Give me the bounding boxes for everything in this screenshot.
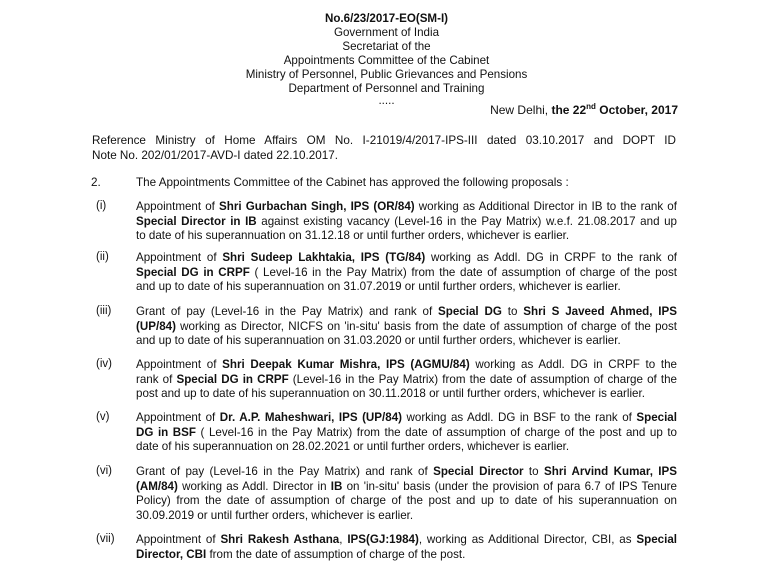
item-text: Appointment of Shri Deepak Kumar Mishra, IPS (AGMU/84) working as Addl. DG in CRPF to the rank of Special DG in CRPF (Level-16 in the Pay Matrix) from the date of assumption of charge of the post and up to date of his superannuation on 30.11.2018 or until further orders, whichever is earlier.: [136, 358, 677, 401]
file-number: No.6/23/2017-EO(SM-I): [324, 12, 449, 25]
item-text: Appointment of Shri Gurbachan Singh, IPS (OR/84) working as Additional Director in IB to the rank of Special Director in IB against existing vacancy (Level-16 in the Pay Matrix) w.e.f. 21.08.2017 and up to date of his superannuation on 31.12.18 or until further orders, whichever is earlier.: [136, 200, 677, 243]
item-number: (ii): [96, 251, 109, 263]
item-text: Appointment of Shri Rakesh Asthana, IPS(GJ:1984), working as Additional Director, CBI, as Special Director, CBI from the date of assumption of charge of the post.: [136, 533, 677, 561]
item-number: (vii): [96, 533, 115, 545]
item-number: (v): [96, 411, 110, 423]
item-text: Appointment of Shri Sudeep Lakhtakia, IPS (TG/84) working as Addl. DG in CRPF to the rank of Special DG in CRPF ( Level-16 in the Pay Matrix) from the date of assumption of charge of the post and up to date of his superannuation on 31.07.2019 or until further orders, whichever is earlier.: [136, 251, 677, 294]
government-line: Government of India: [333, 26, 440, 39]
reference-line: Reference Ministry of Home Affairs OM No. I-21019/4/2017-IPS-III dated 03.10.2017 and DOPT ID: [92, 134, 676, 147]
committee-line: Appointments Committee of the Cabinet: [283, 54, 490, 67]
issue-date: New Delhi, the 22nd October, 2017: [490, 102, 678, 117]
ministry-line: Ministry of Personnel, Public Grievances and Pensions: [245, 68, 528, 81]
item-number: (vi): [96, 465, 112, 477]
reference-paragraph: [92, 134, 676, 163]
reference-line: Note No. 202/01/2017-AVD-I dated 22.10.2017.: [92, 148, 339, 162]
item-number: (iv): [96, 358, 112, 370]
department-line: Department of Personnel and Training: [288, 82, 485, 95]
item-text: Grant of pay (Level-16 in the Pay Matrix) and rank of Special Director to Shri Arvind Kumar, IPS (AM/84) working as Addl. Director in IB on 'in-situ' basis (under the provision of para 6.7 of IPS Tenure Policy) from the date of assumption of charge of the post and up to date of his superannuation on 30.09.2019 or until further orders, whichever is earlier.: [136, 465, 677, 522]
approval-statement: The Appointments Committee of the Cabinet has approved the following proposals :: [136, 176, 569, 189]
secretariat-line: Secretariat of the: [342, 40, 431, 53]
letterhead: [0, 12, 773, 106]
item-text: Appointment of Dr. A.P. Maheshwari, IPS (UP/84) working as Addl. DG in BSF to the rank of Special DG in BSF ( Level-16 in the Pay Matrix) from the date of assumption of charge of the post and up to date of his superannuation on 28.02.2021 or until further orders, whichever is earlier.: [136, 411, 677, 454]
item-text: Grant of pay (Level-16 in the Pay Matrix) and rank of Special DG to Shri S Javeed Ahmed, IPS (UP/84) working as Director, NICFS on 'in-situ' basis from the date of assumption of charge of the post and up to date of his superannuation on 31.03.2020 or until further orders, whichever is earlier.: [136, 305, 677, 348]
paragraph-number: 2.: [91, 176, 101, 189]
item-number: (i): [96, 200, 107, 212]
item-number: (iii): [96, 305, 112, 317]
separator-dots: .....: [378, 94, 395, 107]
